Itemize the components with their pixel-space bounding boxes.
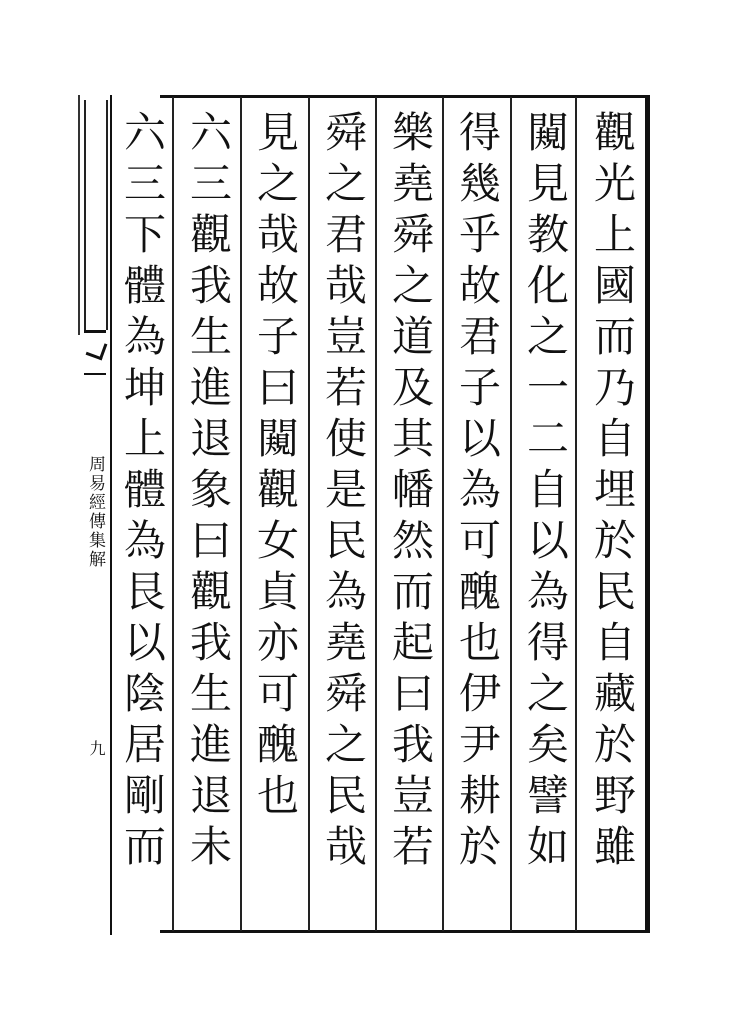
column-rule: [375, 97, 377, 931]
text-column-8: 六三下體為坤上體為艮以陰居剛而: [118, 110, 167, 875]
text-column-4: 樂堯舜之道及其幡然而起曰我豈若: [386, 110, 435, 875]
column-rule: [510, 97, 512, 931]
text-column-1: 觀光上國而乃自埋於民自藏於野雖: [588, 110, 637, 875]
text-column-3: 得幾乎故君子以為可醜也伊尹耕於: [453, 110, 502, 875]
fishtail-mark: [84, 330, 106, 375]
margin-edge: [78, 95, 80, 335]
margin-title: 周易經傳集解: [85, 455, 105, 569]
column-rule: [575, 97, 577, 931]
column-rule: [172, 97, 174, 931]
column-rule: [308, 97, 310, 931]
text-column-5: 舜之君哉豈若使是民為堯舜之民哉: [319, 110, 368, 875]
margin-black-band: [84, 100, 108, 330]
text-column-2: 闚見教化之一二自以為得之矣譬如: [521, 110, 570, 875]
column-rule: [442, 97, 444, 931]
column-rule: [240, 97, 242, 931]
text-column-6: 見之哉故子曰闚觀女貞亦可醜也: [251, 110, 300, 824]
text-column-7: 六三觀我生進退象曰觀我生進退未: [184, 110, 233, 875]
page-number: 九: [87, 740, 106, 756]
